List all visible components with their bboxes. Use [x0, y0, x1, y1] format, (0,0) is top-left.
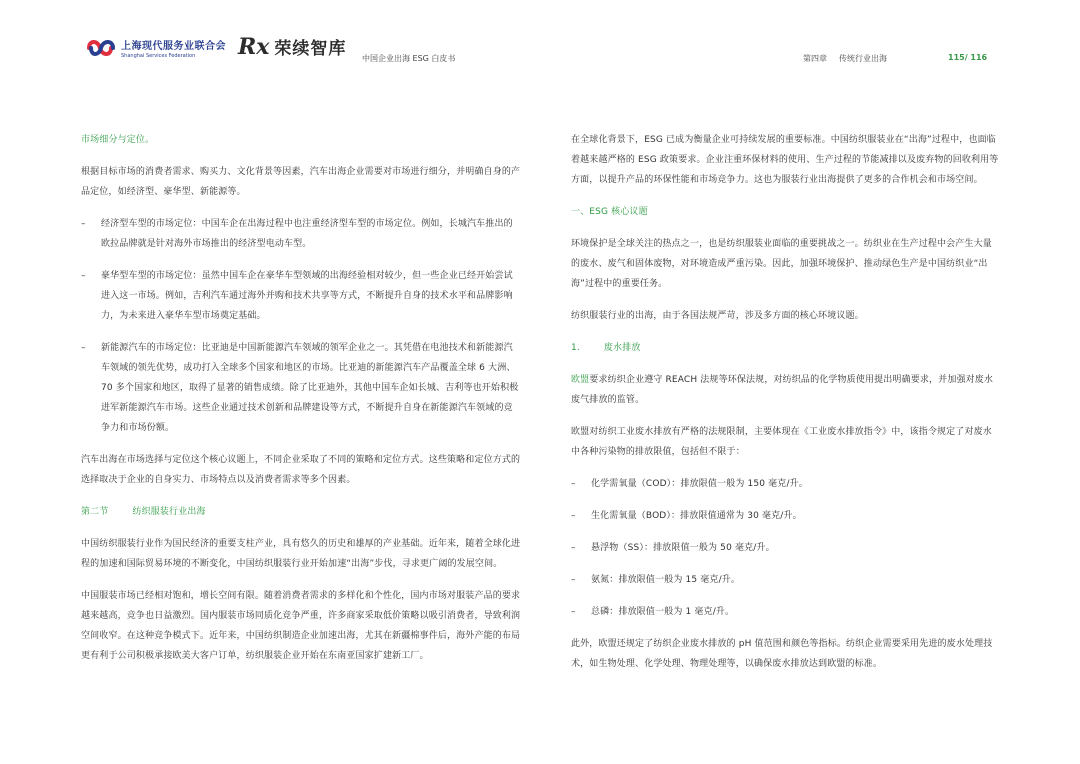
paragraph: 中国纺织服装行业作为国民经济的重要支柱产业，具有悠久的历史和雄厚的产业基础。近年来，随着全球化进程的加速和国际贸易环境的不断变化，中国纺织服装行业开始加速“出海”步伐，寻求更广阔的发展空间。	[81, 539, 521, 569]
org-name-cn: 上海现代服务业联合会	[121, 41, 226, 52]
subheading-wastewater	[571, 338, 1001, 358]
paragraph: 根据目标市场的消费者需求、购买力、文化背景等因素，汽车出海企业需要对市场进行细分，并明确自身的产品定位，如经济型、豪华型、新能源等。	[81, 167, 521, 197]
federation-logo	[86, 35, 226, 61]
heading-number: 1.	[571, 343, 580, 353]
paragraph: 环境保护是全球关注的热点之一，也是纺织服装业面临的重要挑战之一。纺织业在生产过程中会产生大量的废水、废气和固体废物，对环境造成严重污染。因此，加强环境保护、推动绿色生产是中国纺织业“出海”过程中的重要任务。	[571, 239, 992, 289]
federation-emblem-icon	[86, 35, 116, 61]
right-column	[571, 130, 1001, 686]
bullet-list	[571, 474, 1001, 622]
section-label: 第二节	[81, 507, 109, 517]
page-header	[0, 0, 1080, 80]
paragraph: 在全球化背景下，ESG 已成为衡量企业可持续发展的重要标准。中国纺织服装业在“出海”过程中，也面临着越来越严格的 ESG 政策要求。企业注重环保材料的使用、生产过程的节能减排以及废弃物的回收利用等方面，以提升产品的环保性能和市场竞争力。这也为服装行业出海提供了更多的合作机会和市场空间。	[571, 135, 999, 185]
org-name-en: Shanghai Services Federation	[121, 53, 196, 59]
list-item: – 悬浮物（SS）：排放限值一般为 50 毫克/升。	[571, 538, 1001, 558]
list-item: – 总磷：排放限值一般为 1 毫克/升。	[571, 602, 1001, 622]
chapter-label: 第四章	[803, 54, 827, 63]
list-item: – 经济型车型的市场定位：中国车企在出海过程中也注重经济型车型的市场定位。例如，长城汽车推出的欧拉品牌就是针对海外市场推出的经济型电动车型。	[81, 214, 521, 254]
bullet-list	[81, 214, 521, 438]
rx-logo-icon: Rx	[238, 33, 270, 60]
paragraph: 纺织服装行业的出海，由于各国法规严苛，涉及多方面的核心环境议题。	[571, 311, 864, 321]
heading-title: 废水排放	[603, 343, 641, 353]
paragraph: 此外，欧盟还规定了纺织企业废水排放的 pH 值范围和颜色等指标。纺织企业需要采用先进的废水处理技术，如生物处理、化学处理、物理处理等，以确保废水排放达到欧盟的标准。	[571, 639, 993, 669]
section-heading	[81, 502, 521, 522]
brand-name: 荣续智库	[274, 39, 347, 59]
paragraph: 欧盟对纺织工业废水排放有严格的法规限制，主要体现在《工业废水排放指令》中，该指令规定了对废水中各种污染物的排放限值，包括但不限于：	[571, 427, 992, 457]
think-tank-logo	[238, 34, 346, 59]
paragraph	[571, 370, 1001, 410]
section-title: 纺织服装行业出海	[132, 507, 206, 517]
subheading-market-segmentation: 市场细分与定位。	[81, 135, 155, 145]
paragraph: 汽车出海在市场选择与定位这个核心议题上，不同企业采取了不同的策略和定位方式。这些策略和定位方式的选择取决于企业的自身实力、市场特点以及消费者需求等多个因素。	[81, 455, 521, 485]
chapter-info	[803, 53, 899, 64]
page-number: 115/ 116	[948, 53, 988, 62]
left-column	[81, 130, 521, 678]
list-item: – 化学需氧量（COD）：排放限值一般为 150 毫克/升。	[571, 474, 1001, 494]
list-item: – 生化需氧量（BOD）：排放限值通常为 30 毫克/升。	[571, 506, 1001, 526]
document-title: 中国企业出海 ESG 白皮书	[362, 54, 456, 63]
list-item: – 新能源汽车的市场定位：比亚迪是中国新能源汽车领域的领军企业之一。其凭借在电池技术和新能源汽车领域的领先优势，成功打入全球多个国家和地区的市场。比亚迪的新能源汽车产品覆盖全球 6 大洲、70 多个国家和地区，取得了显著的销售成绩。除了比亚迪外，其他中国车企如长城、吉利等也开始积极进军新能源汽车市场。这些企业通过技术创新和品牌建设等方式，不断提升自身在新能源汽车领域的竞争力和市场份额。	[81, 338, 521, 438]
chapter-title: 传统行业出海	[839, 54, 887, 63]
list-item: – 豪华型车型的市场定位：虽然中国车企在豪华车型领域的出海经验相对较少，但一些企业已经开始尝试进入这一市场。例如，吉利汽车通过海外并购和技术共享等方式，不断提升自身的技术水平和品牌影响力，为未来进入豪华车型市场奠定基础。	[81, 266, 521, 326]
subheading-esg-core-issues: 一、ESG 核心议题	[571, 207, 648, 217]
list-item: – 氨氮：排放限值一般为 15 毫克/升。	[571, 570, 1001, 590]
paragraph: 中国服装市场已经相对饱和，增长空间有限。随着消费者需求的多样化和个性化，国内市场对服装产品的要求越来越高，竞争也日益激烈。国内服装市场同质化竞争严重，许多商家采取低价策略以吸引消费者，导致利润空间收窄。在这种竞争模式下。近年来，中国纺织制造企业加速出海，尤其在新疆棉事件后，海外产能的布局更有利于公司积极承接欧美大客户订单，纺织服装企业开始在东南亚国家扩建新工厂。	[81, 591, 521, 661]
highlight-eu: 欧盟	[571, 375, 590, 385]
paragraph-text: 要求纺织企业遵守 REACH 法规等环保法规，对纺织品的化学物质使用提出明确要求，并加强对废水废气排放的监管。	[571, 375, 994, 405]
